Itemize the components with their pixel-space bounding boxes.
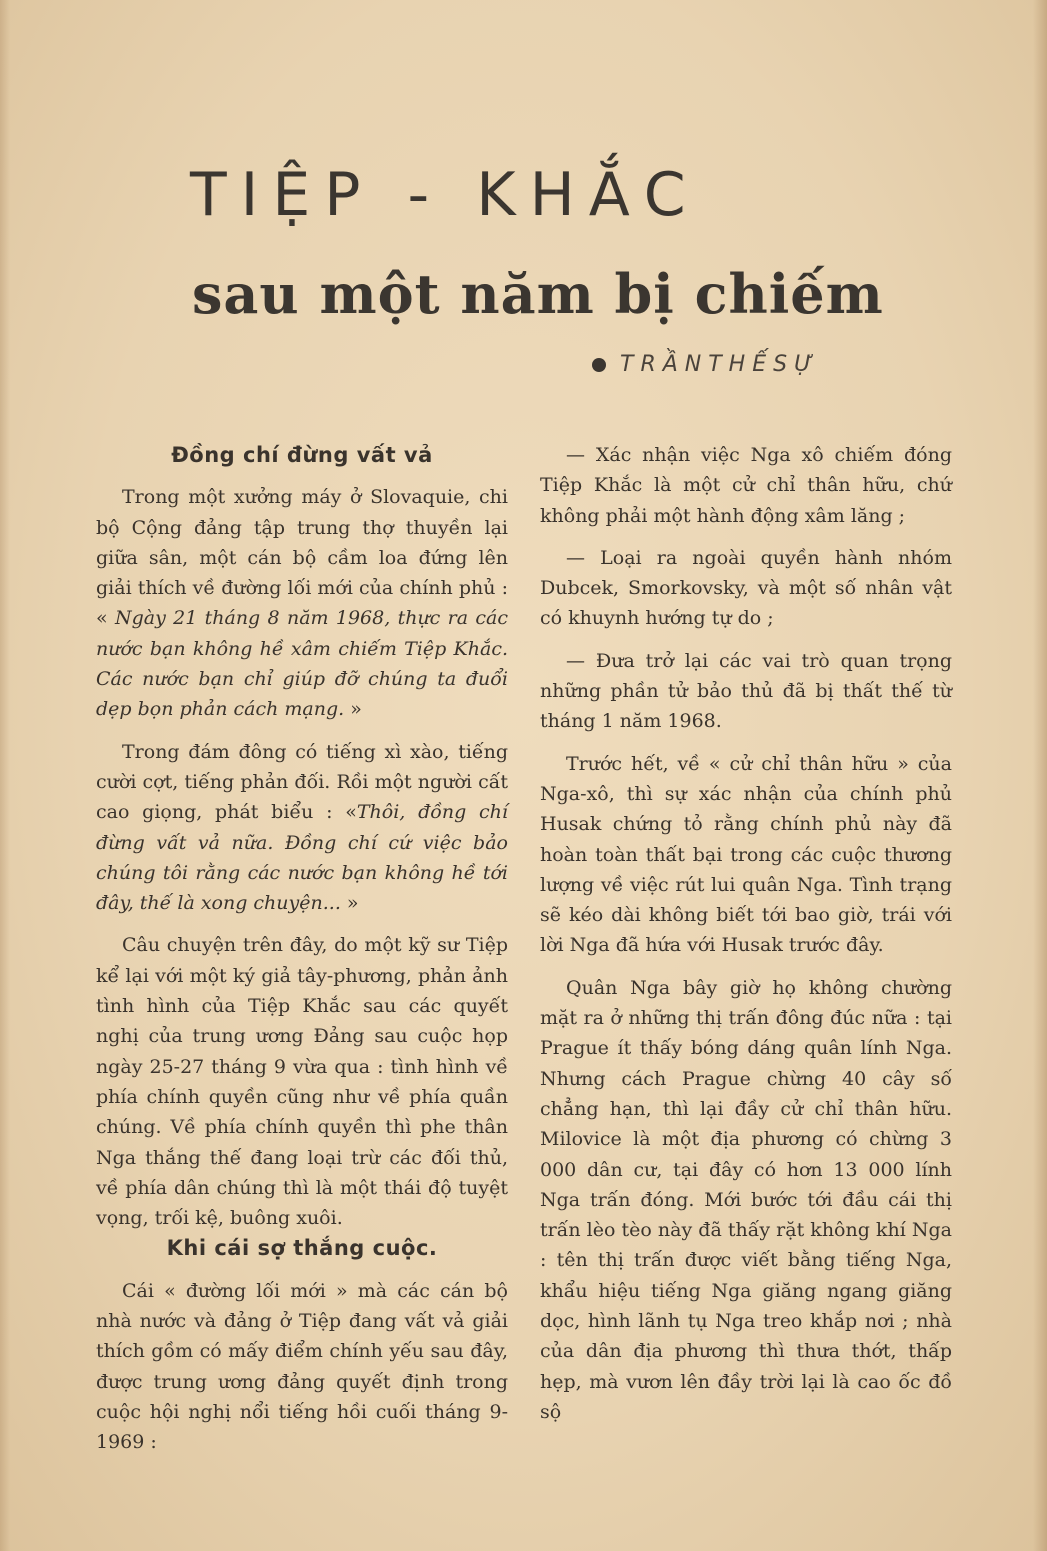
page-edge-shadow-right bbox=[1033, 0, 1047, 1551]
article-title-line2: sau một năm bị chiếm bbox=[192, 262, 884, 326]
paragraph: Trước hết, về « cử chỉ thân hữu » của Nga-xô, thì sự xác nhận của chính phủ Husak chứng tỏ rằng chính phủ này đã hoàn toàn thất bại trong các cuộc thương lượng về việc rút lui quân Nga. Tình trạng sẽ kéo dài không biết tới bao giờ, trái với lời Nga đã hứa với Husak trước đây. bbox=[540, 752, 952, 957]
paragraph: — Xác nhận việc Nga xô chiếm đóng Tiệp Khắc là một cử chỉ thân hữu, chứ không phải một hành động xâm lăng ; bbox=[540, 444, 952, 527]
paragraph bbox=[96, 482, 508, 724]
paragraph: — Loại ra ngoài quyền hành nhóm Dubcek, Smorkovsky, và một số nhân vật có khuynh hướng tự do ; bbox=[540, 546, 952, 630]
paragraph: — Đưa trở lại các vai trò quan trọng những phần tử bảo thủ đã bị thất thế từ tháng 1 năm 1968. bbox=[540, 649, 952, 733]
text-run: Trong một xưởng máy ở Slovaquie, chi bộ Cộng đảng tập trung thợ thuyền lại giữa sân, một cán bộ cầm loa đứng lên giải thích về đường lối mới của chính phủ : « bbox=[96, 486, 508, 630]
paragraph: Cái « đường lối mới » mà các cán bộ nhà nước và đảng ở Tiệp đang vất vả giải thích gồm có mấy điểm chính yếu sau đây, được trung ương đảng quyết định trong cuộc hội nghị nổi tiếng hồi cuối tháng 9-1969 : bbox=[96, 1279, 508, 1454]
text-run: Trong đám đông có tiếng xì xào, tiếng cười cợt, tiếng phản đối. Rồi một người cất cao giọng, phát biểu : « bbox=[96, 740, 508, 824]
section-heading-1: Đồng chí đừng vất vả bbox=[171, 443, 433, 467]
section-heading-2: Khi cái sợ thắng cuộc. bbox=[166, 1236, 438, 1261]
paragraph bbox=[96, 737, 508, 919]
left-column bbox=[96, 440, 508, 1470]
byline bbox=[592, 352, 820, 377]
italic-quote: Thôi, đồng chí đừng vất vả nữa. Đồng chí cứ việc bảo chúng tôi rằng các nước bạn không hề tới đây, thế là xong chuyện... bbox=[96, 801, 508, 915]
paragraph: Câu chuyện trên đây, do một kỹ sư Tiệp kể lại với một ký giả tây-phương, phản ảnh tình hình của Tiệp Khắc sau các quyết nghị của trung ương Đảng sau cuộc họp ngày 25-27 tháng 9 vừa qua : tình hình về phía chính quyền cũng như về phía quần chúng. Về phía chính quyền thì phe thân Nga thắng thế đang loại trừ các đối thủ, về phía dân chúng thì là một thái độ tuyệt vọng, trối kệ, buông xuôi. bbox=[96, 934, 508, 1230]
text-run: » bbox=[340, 892, 359, 915]
right-column bbox=[540, 440, 952, 1439]
italic-quote: Ngày 21 tháng 8 năm 1968, thực ra các nước bạn không hề xâm chiếm Tiệp Khắc. Các nước bạn chỉ giúp đỡ chúng ta đuổi dẹp bọn phản cách mạng. bbox=[96, 607, 508, 721]
paragraph: Quân Nga bây giờ họ không chường mặt ra ở những thị trấn đông đúc nữa : tại Prague ít thấy bóng dáng quân lính Nga. Nhưng cách Prague chừng 40 cây số chẳng hạn, thì lại đầy cử chỉ thân hữu. Milovice là một địa phương có chừng 3 000 dân cư, tại đây có hơn 13 000 lính Nga trấn đóng. Mới bước tới đầu cái thị trấn lèo tèo này đã thấy rặt không khí Nga : tên thị trấn được viết bằng tiếng Nga, khẩu hiệu tiếng Nga giăng ngang giăng dọc, hình lãnh tụ Nga treo khắp nơi ; nhà của dân địa phương thì thưa thớt, thấp hẹp, mà vươn lên đầy trời lại là cao ốc đồ sộ bbox=[540, 976, 952, 1423]
author-name: TRẦNTHẾSỰ bbox=[620, 352, 820, 377]
byline-bullet-icon bbox=[592, 358, 606, 372]
article-title-line1: TIỆP - KHẮC bbox=[190, 160, 700, 230]
page-edge-shadow-left bbox=[0, 0, 10, 1551]
text-run: » bbox=[344, 698, 362, 721]
